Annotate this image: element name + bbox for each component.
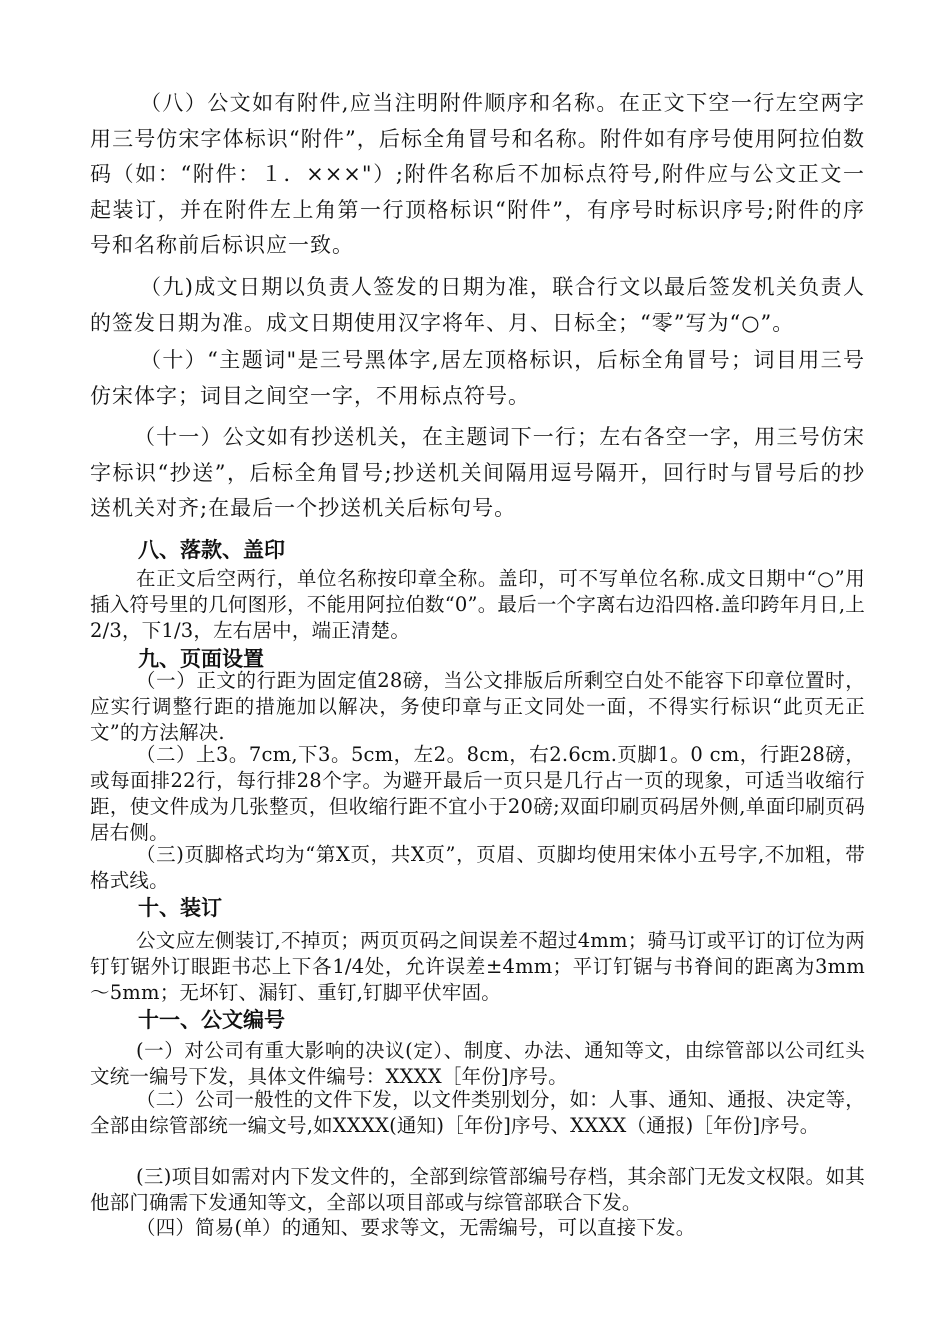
sec7-item-11-block — [90, 420, 865, 527]
sec11-item-4: （四）简易(单）的通知、要求等文，无需编号，可以直接下发。 — [136, 1216, 696, 1239]
sec8-text: 在正文后空两行，单位名称按印章全称。盖印，可不写单位名称.成文日期中“○”用插入符号里的几何图形，不能用阿拉伯数“0”。最后一个字离右边沿四格.盖印跨年月日,上2/3，下1/3，左右居中，端正清楚。 — [90, 567, 865, 642]
sec7-item-11: （十一）公文如有抄送机关，在主题词下一行；左右各空一字，用三号仿宋字标识“抄送”，后标全角冒号;抄送机关间隔用逗号隔开，回行时与冒号后的抄送机关对齐;在最后一个抄送机关后标句号。 — [90, 425, 865, 520]
sec11-item-3: (三)项目如需对内下发文件的，全部到综管部编号存档，其余部门无发文权限。如其他部门确需下发通知等文，全部以项目部或与综管部联合下发。 — [90, 1165, 865, 1214]
sec10-heading: 十、装订 — [138, 896, 222, 920]
sec10-block — [90, 928, 865, 1006]
sec11-item-3-block — [90, 1164, 865, 1216]
sec7-item-10-block — [90, 343, 865, 414]
sec9-heading: 九、页面设置 — [138, 647, 264, 671]
sec11-item-2: （二）公司一般性的文件下发，以文件类别划分，如：人事、通知、通报、决定等，全部由综管部统一编文号,如XXXX(通知)［年份]序号、XXXX（通报)［年份]序号。 — [90, 1088, 865, 1137]
sec9-item-1: （一）正文的行距为固定值28磅，当公文排版后所剩空白处不能容下印章位置时，应实行调整行距的措施加以解决，务使印章与正文同处一面，不得实行标识“此页无正文”的方法解决. — [90, 669, 865, 744]
sec8-heading: 八、落款、盖印 — [138, 538, 285, 562]
sec7-item-8: （八）公文如有附件,应当注明附件顺序和名称。在正文下空一行左空两字用三号仿宋字体标识“附件”，后标全角冒号和名称。附件如有序号使用阿拉伯数码（如：“附件：１．×××"）;附件名称后不加标点符号,附件应与公文正文一起装订，并在附件左上角第一行顶格标识“附件”，有序号时标识序号;附件的序号和名称前后标识应一致。 — [90, 91, 865, 257]
sec7-item-9: （九)成文日期以负责人签发的日期为准，联合行文以最后签发机关负责人的签发日期为准。成文日期使用汉字将年、月、日标全；“零”写为“○”。 — [90, 275, 865, 335]
sec11-item-1-block — [90, 1038, 865, 1090]
sec7-item-8-block — [90, 86, 865, 264]
sec9-item-2: （二）上3。7cm,下3。5cm，左2。8cm，右2.6cm.页脚1。0 cm，行距28磅，或每面排22行，每行排28个字。为避开最后一页只是几行占一页的现象，可适当收缩行距，使文件成为几张整页，但收缩行距不宜小于20磅;双面印刷页码居外侧,单面印刷页码居右侧。 — [90, 743, 865, 844]
sec10-text: 公文应左侧装订,不掉页；两页页码之间误差不超过4mm；骑马订或平订的订位为两钉钉锯外订眼距书芯上下各1/4处，允许误差±4mm；平订钉锯与书脊间的距离为3mm～5mm；无坏钉、漏钉、重钉,钉脚平伏牢固。 — [90, 929, 865, 1004]
sec11-item-2-block — [90, 1087, 865, 1139]
sec11-item-1: (一）对公司有重大影响的决议(定）、制度、办法、通知等文，由综管部以公司红头文统一编号下发，具体文件编号：XXXX［年份]序号。 — [90, 1039, 865, 1088]
sec8-block — [90, 566, 865, 644]
sec9-item-2-block — [90, 742, 865, 846]
sec9-item-1-block — [90, 668, 865, 746]
sec11-heading: 十一、公文编号 — [138, 1008, 285, 1032]
sec11-item-4-block — [90, 1215, 865, 1241]
sec7-item-9-block — [90, 270, 865, 341]
sec9-item-3: （三)页脚格式均为“第X页，共X页”，页眉、页脚均使用宋体小五号字,不加粗，带格式线。 — [90, 843, 865, 892]
sec9-item-3-block — [90, 842, 865, 894]
sec7-item-10: （十）“主题词"是三号黑体字,居左顶格标识，后标全角冒号；词目用三号仿宋体字；词目之间空一字，不用标点符号。 — [90, 348, 865, 408]
